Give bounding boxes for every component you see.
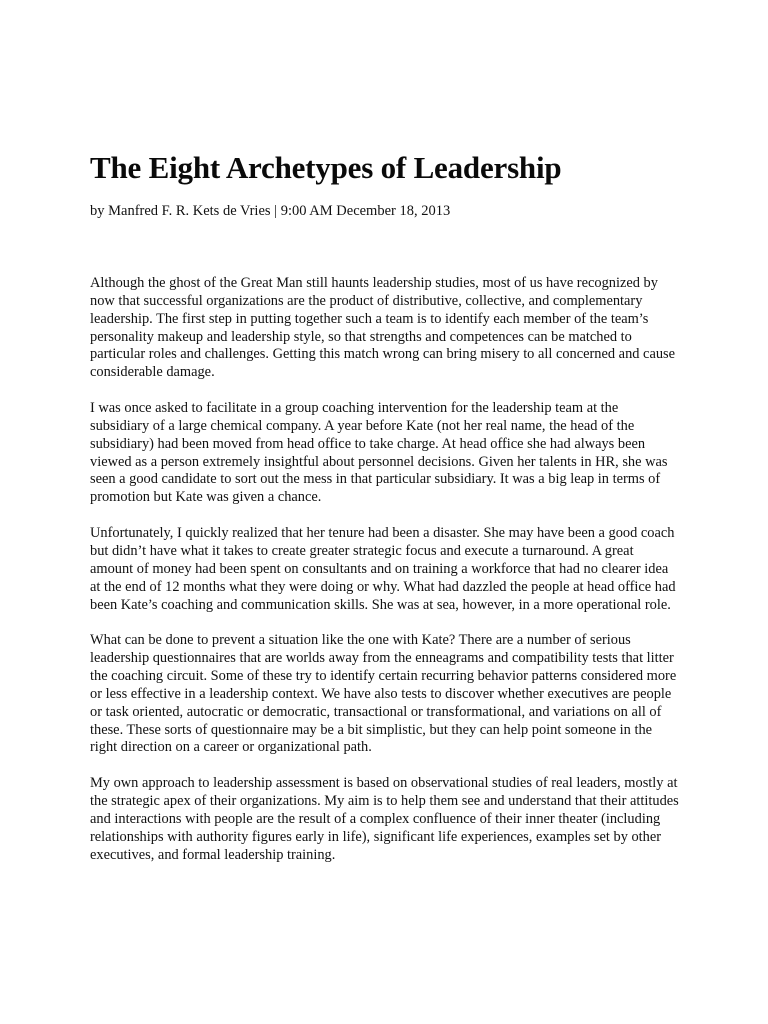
article-paragraph: Unfortunately, I quickly realized that her tenure had been a disaster. She may have been a good coach but didn’t have what it takes to create greater strategic focus and execute a turnaround. A great amount of money had been spent on consultants and on training a workforce that had no clearer idea at the end of 12 months what they were doing or why. What had dazzled the people at head office had been Kate’s coaching and communication skills. She was at sea, however, in a more operational role.	[90, 525, 676, 613]
article-paragraph: Although the ghost of the Great Man still haunts leadership studies, most of us have recognized by now that successful organizations are the product of distributive, collective, and complementary leadership. The first step in putting together such a team is to identify each member of the team’s personality makeup and leadership style, so that strengths and competences can be matched to particular roles and challenges. Getting this match wrong can bring misery to all concerned and cause considerable damage.	[90, 275, 676, 381]
article-paragraph: What can be done to prevent a situation like the one with Kate? There are a number of serious leadership questionnaires that are worlds away from the enneagrams and compatibility tests that litter the coaching circuit. Some of these try to identify certain recurring behavior patterns considered more or less effective in a leadership context. We have also tests to discover whether executives are people or task oriented, autocratic or democratic, transactional or transformational, and variations on all of these. These sorts of questionnaire may be a bit simplistic, but they can help point someone in the right direction on a career or organizational path.	[90, 632, 677, 756]
article-title: The Eight Archetypes of Leadership	[90, 150, 562, 185]
article-body	[90, 275, 690, 864]
article-paragraph: I was once asked to facilitate in a group coaching intervention for the leadership team at the subsidiary of a large chemical company. A year before Kate (not her real name, the head of the subsidiary) had been moved from head office to take charge. At head office she had always been viewed as a person extremely insightful about personnel decisions. Given her talents in HR, she was seen a good candidate to sort out the mess in that particular subsidiary. It was a big leap in terms of promotion but Kate was given a chance.	[90, 400, 668, 506]
article-paragraph: My own approach to leadership assessment is based on observational studies of real leaders, mostly at the strategic apex of their organizations. My aim is to help them see and understand that their attitudes and interactions with people are the result of a complex confluence of their inner theater (including relationships with authority figures early in life), significant life experiences, examples set by other executives, and formal leadership training.	[90, 775, 679, 863]
article-byline: by Manfred F. R. Kets de Vries | 9:00 AM December 18, 2013	[90, 203, 451, 219]
article	[90, 150, 690, 882]
